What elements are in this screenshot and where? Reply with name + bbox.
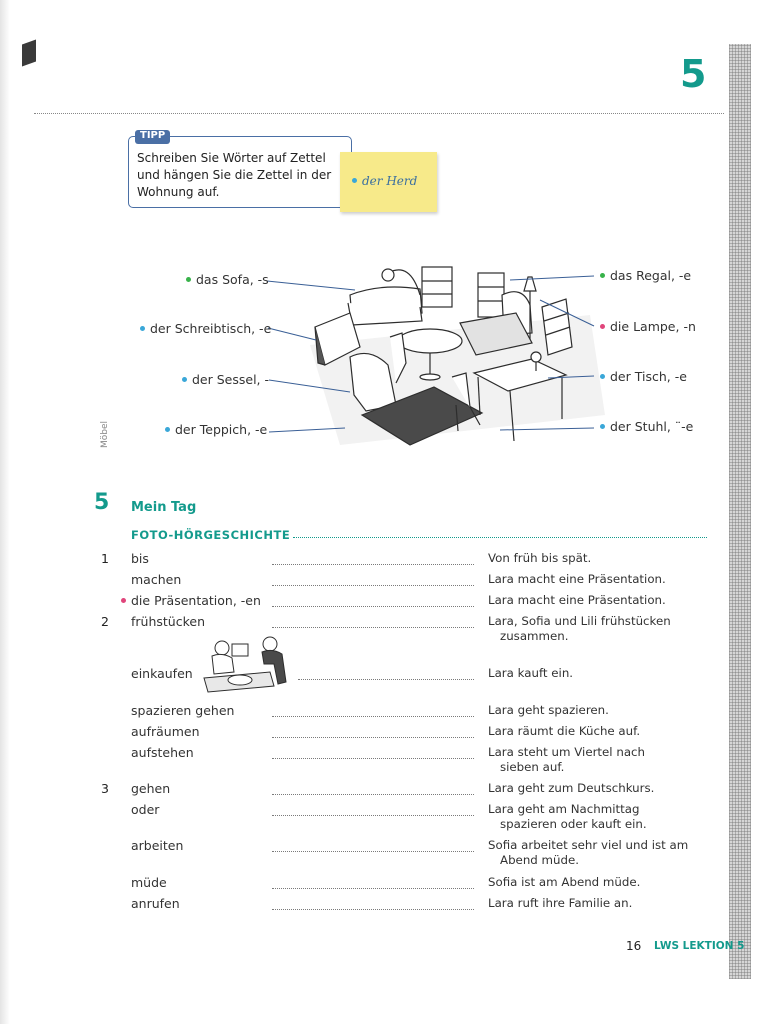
label-teppich: [165, 422, 267, 437]
row-word: bis: [131, 551, 149, 566]
vocab-row: [0, 666, 768, 682]
row-sentence: [488, 745, 718, 775]
row-number: 1: [101, 551, 109, 566]
vocab-row: [0, 875, 768, 891]
label-text: der Teppich, -e: [175, 422, 268, 437]
label-text: der Tisch, -e: [610, 369, 687, 384]
tipp-text: Schreiben Sie Wörter auf Zettel und hängen Sie die Zettel in der Wohnung auf.: [137, 151, 332, 199]
fill-in-line[interactable]: [272, 815, 474, 816]
label-text: der Stuhl, ¨-e: [610, 419, 694, 434]
row-word: anrufen: [131, 896, 180, 911]
row-sentence: [488, 802, 718, 832]
row-word: oder: [131, 802, 160, 817]
label-tisch: [600, 369, 687, 384]
row-sentence: [488, 781, 718, 796]
sentence-continuation: Abend müde.: [500, 853, 579, 867]
label-lampe: [600, 319, 696, 334]
row-sentence: [488, 593, 718, 608]
label-text: der Sessel, -: [192, 372, 270, 387]
label-regal: [600, 268, 691, 283]
row-word: [121, 593, 261, 608]
row-word: müde: [131, 875, 167, 890]
sentence-continuation: zusammen.: [500, 629, 569, 643]
label-text: das Sofa, -s: [196, 272, 269, 287]
sentence-text: Lara geht zum Deutschkurs.: [488, 781, 655, 795]
row-sentence: [488, 614, 718, 644]
label-sofa: [186, 272, 269, 287]
sentence-text: Sofia ist am Abend müde.: [488, 875, 641, 889]
fill-in-line[interactable]: [272, 758, 474, 759]
row-sentence: [488, 572, 718, 587]
fill-in-line[interactable]: [272, 606, 474, 607]
row-word: spazieren gehen: [131, 703, 235, 718]
section-number: 5: [94, 490, 110, 515]
fill-in-line[interactable]: [272, 851, 474, 852]
label-sessel: [182, 372, 269, 387]
bullet-icon: [600, 374, 605, 379]
bullet-icon: [352, 178, 357, 183]
bullet-icon: [600, 273, 605, 278]
vocab-row: [0, 614, 768, 643]
fill-in-line[interactable]: [272, 794, 474, 795]
shopping-illustration: [200, 634, 298, 696]
row-sentence: [488, 724, 718, 739]
page-corner-mark: [22, 39, 36, 66]
fill-in-line[interactable]: [272, 716, 474, 717]
header-rule: [34, 113, 724, 114]
bullet-icon: [140, 326, 145, 331]
vocab-row: [0, 745, 768, 774]
vocab-row: [0, 724, 768, 740]
row-word: machen: [131, 572, 182, 587]
sentence-text: Lara kauft ein.: [488, 666, 574, 680]
row-number: 3: [101, 781, 109, 796]
sentence-text: Lara steht um Viertel nach: [488, 745, 646, 759]
page-edge-shadow: [0, 0, 10, 1024]
sentence-text: Lara ruft ihre Familie an.: [488, 896, 633, 910]
vocab-row: [0, 802, 768, 831]
sentence-text: Lara geht spazieren.: [488, 703, 609, 717]
sentence-text: Lara macht eine Präsentation.: [488, 593, 666, 607]
subsection-title: FOTO-HÖRGESCHICHTE: [131, 528, 291, 542]
sentence-text: Lara räumt die Küche auf.: [488, 724, 641, 738]
chapter-number: 5: [680, 52, 707, 96]
sticky-note: [340, 152, 437, 212]
fill-in-line[interactable]: [272, 737, 474, 738]
page-number: 16: [626, 939, 642, 953]
bullet-icon: [186, 277, 191, 282]
label-schreibtisch: [140, 321, 271, 336]
row-word: aufräumen: [131, 724, 200, 739]
lesson-label: LWS LEKTION 5: [654, 940, 745, 952]
sentence-continuation: spazieren oder kauft ein.: [500, 817, 647, 831]
row-sentence: [488, 896, 718, 911]
vocab-row: [0, 781, 768, 797]
row-word: frühstücken: [131, 614, 205, 629]
sentence-continuation: sieben auf.: [500, 760, 565, 774]
row-word: aufstehen: [131, 745, 194, 760]
row-sentence: [488, 875, 718, 890]
fill-in-line[interactable]: [298, 679, 474, 680]
sentence-text: Lara, Sofia und Lili frühstücken: [488, 614, 671, 628]
section-title: Mein Tag: [131, 500, 197, 515]
living-room-illustration: [270, 255, 610, 455]
fill-in-line[interactable]: [272, 627, 474, 628]
fill-in-line[interactable]: [272, 564, 474, 565]
vocab-row: [0, 572, 768, 588]
label-stuhl: [600, 419, 693, 434]
sentence-text: Sofia arbeitet sehr viel und ist am: [488, 838, 689, 852]
bullet-icon: [600, 424, 605, 429]
label-text: der Schreibtisch, -e: [150, 321, 272, 336]
bullet-icon: [182, 377, 187, 382]
row-word: einkaufen: [131, 666, 193, 681]
fill-in-line[interactable]: [272, 909, 474, 910]
row-word: gehen: [131, 781, 171, 796]
sticky-note-word: der Herd: [362, 174, 418, 188]
tipp-badge: TIPP: [135, 130, 170, 144]
word-text: die Präsentation, -en: [131, 593, 261, 608]
bullet-icon: [121, 598, 126, 603]
sentence-text: Lara macht eine Präsentation.: [488, 572, 666, 586]
sticky-note-text: [352, 174, 417, 188]
row-number: 2: [101, 614, 109, 629]
subsection-rule: [293, 537, 707, 538]
fill-in-line[interactable]: [272, 888, 474, 889]
label-text: das Regal, -e: [610, 268, 692, 283]
vocab-row: [0, 703, 768, 719]
row-sentence: [488, 551, 718, 566]
label-text: die Lampe, -n: [610, 319, 696, 334]
tipp-box: [128, 130, 352, 208]
sentence-text: Lara geht am Nachmittag: [488, 802, 640, 816]
bullet-icon: [600, 324, 605, 329]
side-label: Möbel: [100, 420, 110, 448]
vocab-row: [0, 593, 768, 609]
row-sentence: [488, 703, 718, 718]
row-word: arbeiten: [131, 838, 184, 853]
row-sentence: [488, 666, 718, 681]
fill-in-line[interactable]: [272, 585, 474, 586]
sentence-text: Von früh bis spät.: [488, 551, 592, 565]
row-sentence: [488, 838, 718, 868]
vocab-row: [0, 896, 768, 912]
vocab-row: [0, 838, 768, 867]
vocab-row: [0, 551, 768, 567]
bullet-icon: [165, 427, 170, 432]
